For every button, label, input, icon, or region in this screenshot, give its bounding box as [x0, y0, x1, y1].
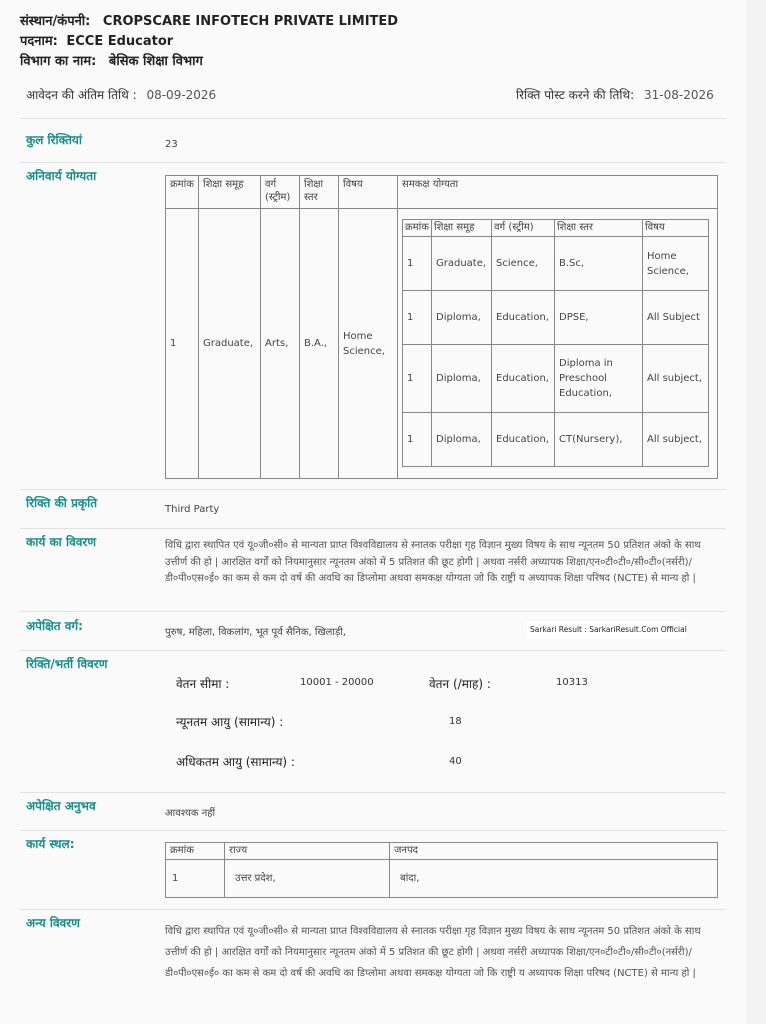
- cell-stream: Arts,: [261, 209, 300, 479]
- eq-col-header-edu-group: शिक्षा समूह: [432, 220, 492, 237]
- other-value: विधि द्वारा स्थापित एवं यू०जी०सी० से मान्यता प्राप्त विश्वविद्यालय से स्नातक परीक्षा गृह विज्ञान मुख्य विषय के साथ न्यूनतम 50 प्रतिशत अंको के साथ उत्तीर्ण की हो | आरक्षित वर्गों को नियमानुसार न्यूनतम अंको में 5 प्रतिशत की छूट होगी | अथवा नर्सरी अध्यापक शिक्षा/एन०टी०टी०/सी०टी०(नर्सरी)/ डी०पी०एस०ई० का कम से कम दो वर्ष की अवधि का डिप्लोमा अथवा समकक्ष योग्यता जो कि राष्ट्री य अध्यापक शिक्षा परिषद (NCTE) से मान्य हो |: [165, 926, 701, 979]
- eq-col-header-stream: वर्ग (स्ट्रीम): [492, 220, 555, 237]
- eq-cell-stream: Education,: [492, 345, 555, 413]
- cell-edu-level: B.A.,: [300, 209, 339, 479]
- org-line: [20, 11, 398, 29]
- divider: [20, 528, 726, 529]
- equivalent-table-header: [403, 220, 709, 237]
- max-age-value: 40: [449, 756, 462, 767]
- eq-cell-subject: All Subject: [643, 291, 709, 345]
- max-age-label: अधिकतम आयु (सामान्य) :: [176, 755, 295, 769]
- divider: [20, 162, 726, 163]
- last-date: [26, 86, 216, 103]
- eq-cell-subject: Home Science,: [643, 237, 709, 291]
- eq-cell-stream: Education,: [492, 291, 555, 345]
- dept-line: [20, 51, 203, 69]
- location-label: कार्य स्थल:: [26, 837, 75, 851]
- divider: [20, 830, 726, 831]
- loc-col-header-state: राज्य: [225, 843, 390, 860]
- watermark-text: Sarkari Result : SarkariResult.Com Official: [527, 621, 686, 639]
- location-table: [165, 842, 718, 898]
- col-header-subject: विषय: [339, 176, 398, 209]
- eq-col-header-serial: क्रमांक: [403, 220, 432, 237]
- eq-cell-serial: 1: [403, 345, 432, 413]
- experience-label: अपेक्षित अनुभव: [26, 799, 96, 813]
- eq-cell-subject: All subject,: [643, 413, 709, 467]
- divider: [20, 118, 726, 119]
- divider: [20, 611, 726, 612]
- category-label: अपेक्षित वर्ग:: [26, 619, 83, 633]
- table-row: [403, 345, 709, 413]
- post-date: [516, 86, 714, 103]
- cell-edu-group: Graduate,: [199, 209, 261, 479]
- loc-col-header-district: जनपद: [390, 843, 718, 860]
- eq-cell-serial: 1: [403, 413, 432, 467]
- divider: [20, 489, 726, 490]
- col-header-equivalent: समकक्ष योग्यता: [398, 176, 718, 209]
- salary-label: वेतन (/माह) :: [429, 677, 491, 691]
- divider: [20, 909, 726, 910]
- last-date-label: आवेदन की अंतिम तिथि :: [26, 88, 137, 102]
- salary-value: 10313: [556, 677, 588, 688]
- loc-cell-state: उत्तर प्रदेश,: [225, 860, 390, 898]
- col-header-edu-level: शिक्षा स्तर: [300, 176, 339, 209]
- cell-subject: Home Science,: [339, 209, 398, 479]
- equivalent-qualification-table: [402, 219, 709, 467]
- total-vacancies-value: 23: [165, 139, 178, 150]
- eq-cell-edu-group: Diploma,: [432, 413, 492, 467]
- divider: [20, 650, 726, 651]
- category-value: पुरुष, महिला, विकलांग, भूत पूर्व सैनिक, खिलाड़ी,: [165, 627, 347, 638]
- other-label: अन्य विवरण: [26, 916, 80, 930]
- post-date-label: रिक्ति पोस्ट करने की तिथि:: [516, 88, 635, 102]
- table-row: [403, 413, 709, 467]
- col-header-serial: क्रमांक: [166, 176, 199, 209]
- eq-cell-edu-group: Diploma,: [432, 291, 492, 345]
- eq-cell-edu-level: DPSE,: [555, 291, 643, 345]
- job-desc-label: कार्य का विवरण: [26, 535, 96, 549]
- eq-cell-serial: 1: [403, 237, 432, 291]
- post-date-value: 31-08-2026: [644, 88, 714, 102]
- divider: [20, 792, 726, 793]
- eq-cell-subject: All subject,: [643, 345, 709, 413]
- eq-col-header-subject: विषय: [643, 220, 709, 237]
- eq-cell-edu-group: Diploma,: [432, 345, 492, 413]
- col-header-stream: वर्ग (स्ट्रीम): [261, 176, 300, 209]
- nature-value: Third Party: [165, 504, 220, 515]
- post-value: ECCE Educator: [66, 34, 174, 49]
- loc-col-header-serial: क्रमांक: [166, 843, 225, 860]
- min-age-value: 18: [449, 716, 462, 727]
- col-header-edu-group: शिक्षा समूह: [199, 176, 261, 209]
- cell-serial: 1: [166, 209, 199, 479]
- dept-value: बेसिक शिक्षा विभाग: [108, 54, 203, 69]
- org-value: CROPSCARE INFOTECH PRIVATE LIMITED: [102, 14, 399, 29]
- experience-value: आवश्यक नहीं: [165, 808, 216, 819]
- eq-cell-edu-level: B.Sc,: [555, 237, 643, 291]
- table-row: [403, 237, 709, 291]
- recruit-label: रिक्ति/भर्ती विवरण: [26, 657, 108, 671]
- post-line: [20, 31, 173, 49]
- qualification-table-header: [166, 176, 718, 209]
- eq-cell-edu-level: CT(Nursery),: [555, 413, 643, 467]
- nature-label: रिक्ति की प्रकृति: [26, 496, 98, 510]
- loc-cell-serial: 1: [166, 860, 225, 898]
- loc-cell-district: बांदा,: [390, 860, 718, 898]
- job-desc-value: विधि द्वारा स्थापित एवं यू०जी०सी० से मान्यता प्राप्त विश्वविद्यालय से स्नातक परीक्षा गृह विज्ञान मुख्य विषय के साथ न्यूनतम 50 प्रतिशत अंको के साथ उत्तीर्ण की हो | आरक्षित वर्गों को नियमानुसार न्यूनतम अंको में 5 प्रतिशत की छूट होगी | अथवा नर्सरी अध्यापक शिक्षा/एन०टी०टी०/सी०टी०(नर्सरी)/ डी०पी०एस०ई० का कम से कम दो वर्ष की अवधि का डिप्लोमा अथवा समकक्ष योग्यता जो कि राष्ट्री य अध्यापक शिक्षा परिषद (NCTE) से मान्य हो |: [165, 540, 701, 584]
- last-date-value: 08-09-2026: [146, 88, 217, 102]
- total-vacancies-label: कुल रिक्तियां: [26, 133, 82, 147]
- table-row: [166, 860, 718, 898]
- table-row: [403, 291, 709, 345]
- salary-range-value: 10001 - 20000: [300, 677, 374, 688]
- eq-cell-serial: 1: [403, 291, 432, 345]
- qualification-label: अनिवार्य योग्यता: [26, 169, 97, 183]
- eq-col-header-edu-level: शिक्षा स्तर: [555, 220, 643, 237]
- post-label: पदनाम:: [20, 34, 58, 49]
- eq-cell-stream: Education,: [492, 413, 555, 467]
- eq-cell-edu-level: Diploma in Preschool Education,: [555, 345, 643, 413]
- dept-label: विभाग का नाम:: [20, 54, 97, 69]
- location-table-header: [166, 843, 718, 860]
- salary-range-label: वेतन सीमा :: [176, 677, 230, 691]
- eq-cell-stream: Science,: [492, 237, 555, 291]
- eq-cell-edu-group: Graduate,: [432, 237, 492, 291]
- min-age-label: न्यूनतम आयु (सामान्य) :: [176, 715, 284, 729]
- org-label: संस्थान/कंपनी:: [20, 14, 91, 29]
